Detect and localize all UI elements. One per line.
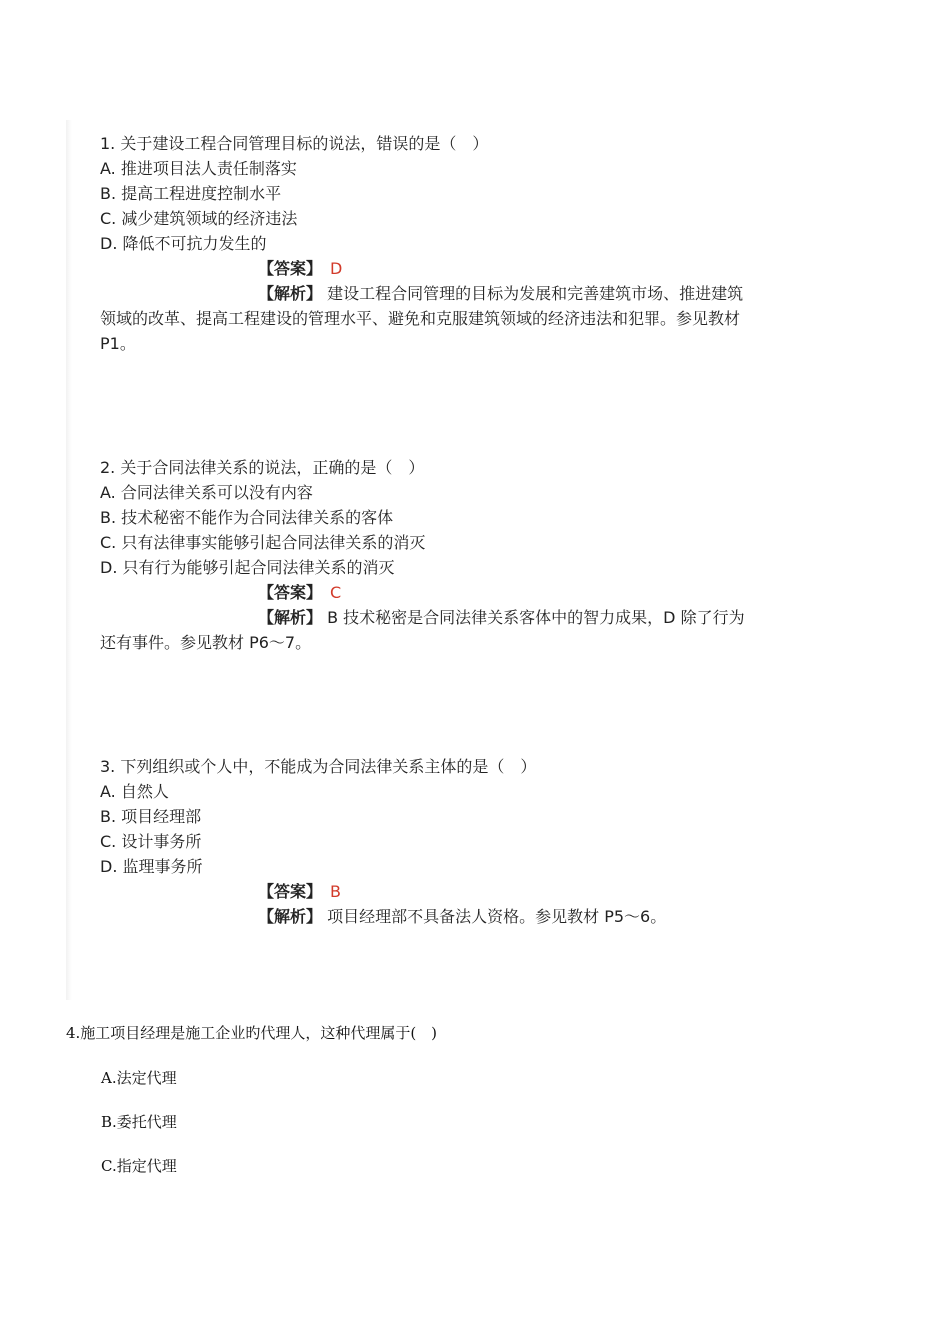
q3-option-a: A. 自然人	[100, 782, 169, 801]
q4-option-a: A.法定代理	[101, 1069, 177, 1087]
q3-option-c: C. 设计事务所	[100, 832, 202, 851]
q2-option-c: C. 只有法律事实能够引起合同法律关系的消灭	[100, 533, 426, 552]
q3-stem: 3. 下列组织或个人中，不能成为合同法律关系主体的是（ ）	[100, 757, 537, 776]
q1-analysis-line1: 建设工程合同管理的目标为发展和完善建筑市场、推进建筑	[327, 284, 744, 303]
scan-edge-shadow	[66, 120, 72, 1000]
q2-analysis-line1: B 技术秘密是合同法律关系客体中的智力成果，D 除了行为	[327, 608, 745, 627]
scanned-question-image	[66, 120, 778, 1000]
q1-analysis-tag: 【解析】	[258, 284, 323, 303]
q1-stem: 1. 关于建设工程合同管理目标的说法，错误的是（ ）	[100, 134, 489, 153]
q1-answer	[258, 258, 342, 280]
q2-option-b: B. 技术秘密不能作为合同法律关系的客体	[100, 508, 394, 527]
q2-analysis	[258, 607, 745, 629]
q2-analysis-line2: 还有事件。参见教材 P6～7。	[100, 633, 312, 652]
q2-answer	[258, 582, 341, 604]
q1-option-c: C. 减少建筑领域的经济违法	[100, 209, 298, 228]
q2-answer-value: C	[330, 583, 342, 602]
q1-option-b: B. 提高工程进度控制水平	[100, 184, 282, 203]
q1-analysis-line3: P1。	[100, 334, 136, 353]
q3-analysis	[258, 906, 666, 928]
q3-analysis-tag: 【解析】	[258, 907, 323, 926]
q1-analysis	[258, 283, 743, 305]
q1-option-a: A. 推进项目法人责任制落实	[100, 159, 297, 178]
q2-option-a: A. 合同法律关系可以没有内容	[100, 483, 313, 502]
q2-option-d: D. 只有行为能够引起合同法律关系的消灭	[100, 558, 395, 577]
q3-analysis-line1: 项目经理部不具备法人资格。参见教材 P5～6。	[327, 907, 667, 926]
q4-stem: 4.施工项目经理是施工企业旳代理人，这种代理属于( )	[66, 1024, 438, 1042]
q1-option-d: D. 降低不可抗力发生的	[100, 234, 267, 253]
q2-stem: 2. 关于合同法律关系的说法，正确的是（ ）	[100, 458, 425, 477]
q1-analysis-line2: 领域的改革、提高工程建设的管理水平、避免和克服建筑领域的经济违法和犯罪。参见教材	[100, 309, 741, 328]
q3-answer	[258, 881, 341, 903]
q1-answer-value: D	[330, 259, 343, 278]
q2-analysis-tag: 【解析】	[258, 608, 323, 627]
q3-option-d: D. 监理事务所	[100, 857, 203, 876]
q3-answer-value: B	[330, 882, 341, 901]
q3-answer-tag: 【答案】	[258, 882, 323, 901]
q1-answer-tag: 【答案】	[258, 259, 323, 278]
q4-option-b: B.委托代理	[101, 1113, 177, 1131]
q4-option-c: C.指定代理	[101, 1157, 177, 1175]
q3-option-b: B. 项目经理部	[100, 807, 202, 826]
q2-answer-tag: 【答案】	[258, 583, 323, 602]
